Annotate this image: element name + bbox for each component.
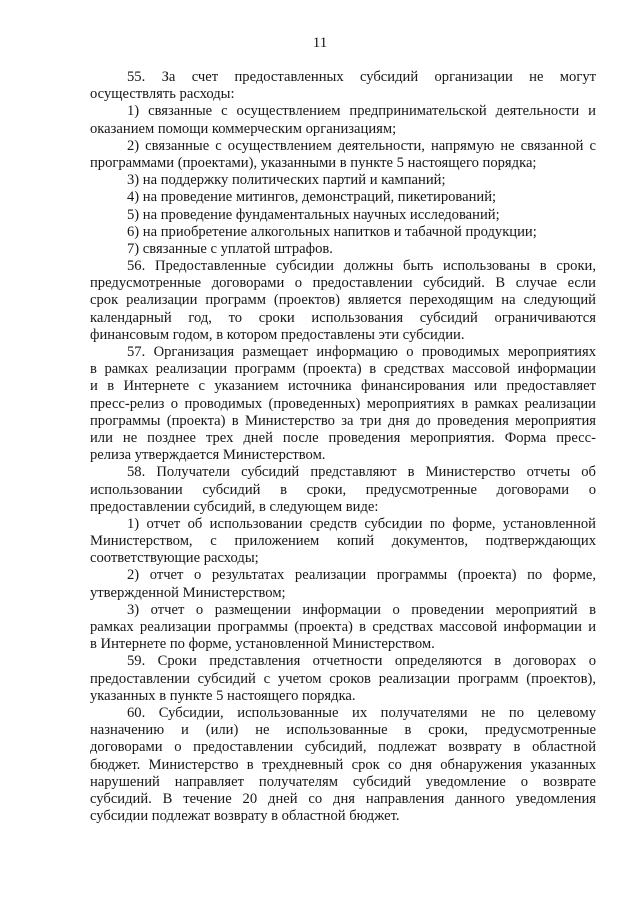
subitem-2-line-2: программами (проектами), указанными в пункте 5 настоящего порядка; [90, 154, 537, 171]
subitem-4: 4) на проведение митингов, демонстраций, пикетирований; [127, 189, 497, 206]
subitem-1-line-2: оказанием помощи коммерческим организациям; [90, 120, 397, 137]
paragraph-57-line-2: в рамках реализации программ (проекта) в средствах массовой информации [90, 361, 596, 378]
report-1-line-3: соответствующие расходы; [90, 550, 259, 567]
paragraph-60-line-7: субсидии подлежат возврату в областной бюджет. [90, 808, 400, 825]
paragraph-60-line-4: бюджет. Министерство в трехдневный срок со дня обнаружения указанных [90, 756, 596, 773]
paragraph-57-line-5: программы (проекта) в Министерство за три дня до проведения мероприятия [90, 412, 596, 429]
subitem-6: 6) на приобретение алкогольных напитков и табачной продукции; [127, 223, 537, 240]
report-3-line-3: в Интернете по форме, установленной Министерством. [90, 636, 435, 653]
paragraph-56-line-5: финансовым годом, в котором предоставлены эти субсидии. [90, 326, 465, 343]
subitem-3: 3) на поддержку политических партий и кампаний; [127, 172, 446, 189]
paragraph-57-line-4: пресс-релиз о проводимых (проведенных) мероприятиях в рамках реализации [90, 395, 596, 412]
subitem-7: 7) связанные с уплатой штрафов. [127, 240, 333, 257]
paragraph-56-line-4: календарный год, то сроки использования субсидий ограничиваются [90, 309, 596, 326]
paragraph-59-line-2: предоставлении субсидий с учетом сроков реализации программ (проектов), [90, 670, 596, 687]
report-3-line-1: 3) отчет о размещении информации о проведении мероприятий в [127, 601, 596, 618]
page-number: 11 [312, 35, 328, 51]
paragraph-56-line-3: срок реализации программ (проектов) является переходящим на следующий [90, 292, 596, 309]
paragraph-59-line-3: указанных в пункте 5 настоящего порядка. [90, 687, 356, 704]
paragraph-57-line-1: 57. Организация размещает информацию о проводимых мероприятиях [127, 344, 596, 360]
paragraph-60-line-6: субсидий. В течение 20 дней со дня направления данного уведомления [90, 790, 596, 807]
paragraph-55-line-1: 55. За счет предоставленных субсидий организации не могут [127, 69, 596, 85]
paragraph-60-line-2: назначению и (или) не использованные в сроки, предусмотренные [90, 722, 596, 739]
paragraph-57-line-3: и в Интернете с указанием источника финансирования или предоставляет [90, 378, 596, 395]
subitem-5: 5) на проведение фундаментальных научных исследований; [127, 206, 500, 223]
paragraph-60-line-5: нарушений направляет получателям субсидий уведомление о возврате [90, 773, 596, 790]
report-3-line-2: рамках реализации программы (проекта) в средствах массовой информации и [90, 619, 596, 635]
paragraph-57-line-7: релиза утверждается Министерством. [90, 447, 326, 464]
report-2-line-2: утвержденной Министерством; [90, 584, 286, 601]
report-2-line-1: 2) отчет о результатах реализации программы (проекта) по форме, [127, 567, 596, 584]
paragraph-55-line-2: осуществлять расходы: [90, 86, 235, 103]
paragraph-58-line-3: предоставлении субсидий, в следующем виде: [90, 498, 379, 515]
subitem-2-line-1: 2) связанные с осуществлением деятельности, напрямую не связанной с [127, 137, 596, 154]
paragraph-56-line-1: 56. Предоставленные субсидии должны быть использованы в сроки, [127, 258, 596, 275]
paragraph-59-line-1: 59. Сроки представления отчетности определяются в договорах о [127, 653, 596, 670]
paragraph-58-line-1: 58. Получатели субсидий представляют в Министерство отчеты об [127, 464, 596, 481]
subitem-1-line-1: 1) связанные с осуществлением предпринимательской деятельности и [127, 103, 596, 120]
paragraph-60-line-3: договорами о предоставлении субсидий, подлежат возврату в областной [90, 739, 596, 756]
document-body [90, 69, 596, 825]
report-1-line-1: 1) отчет об использовании средств субсидии по форме, установленной [127, 515, 596, 532]
paragraph-56-line-2: предусмотренные договорами о предоставлении субсидий. В случае если [90, 275, 596, 292]
report-1-line-2: Министерством, с приложением копий документов, подтверждающих [90, 533, 596, 550]
paragraph-60-line-1: 60. Субсидии, использованные их получателями не по целевому [127, 704, 596, 721]
paragraph-57-line-6: или не позднее трех дней после проведения мероприятия. Форма пресс- [90, 429, 596, 446]
paragraph-58-line-2: использовании субсидий в сроки, предусмотренные договорами о [90, 481, 596, 498]
